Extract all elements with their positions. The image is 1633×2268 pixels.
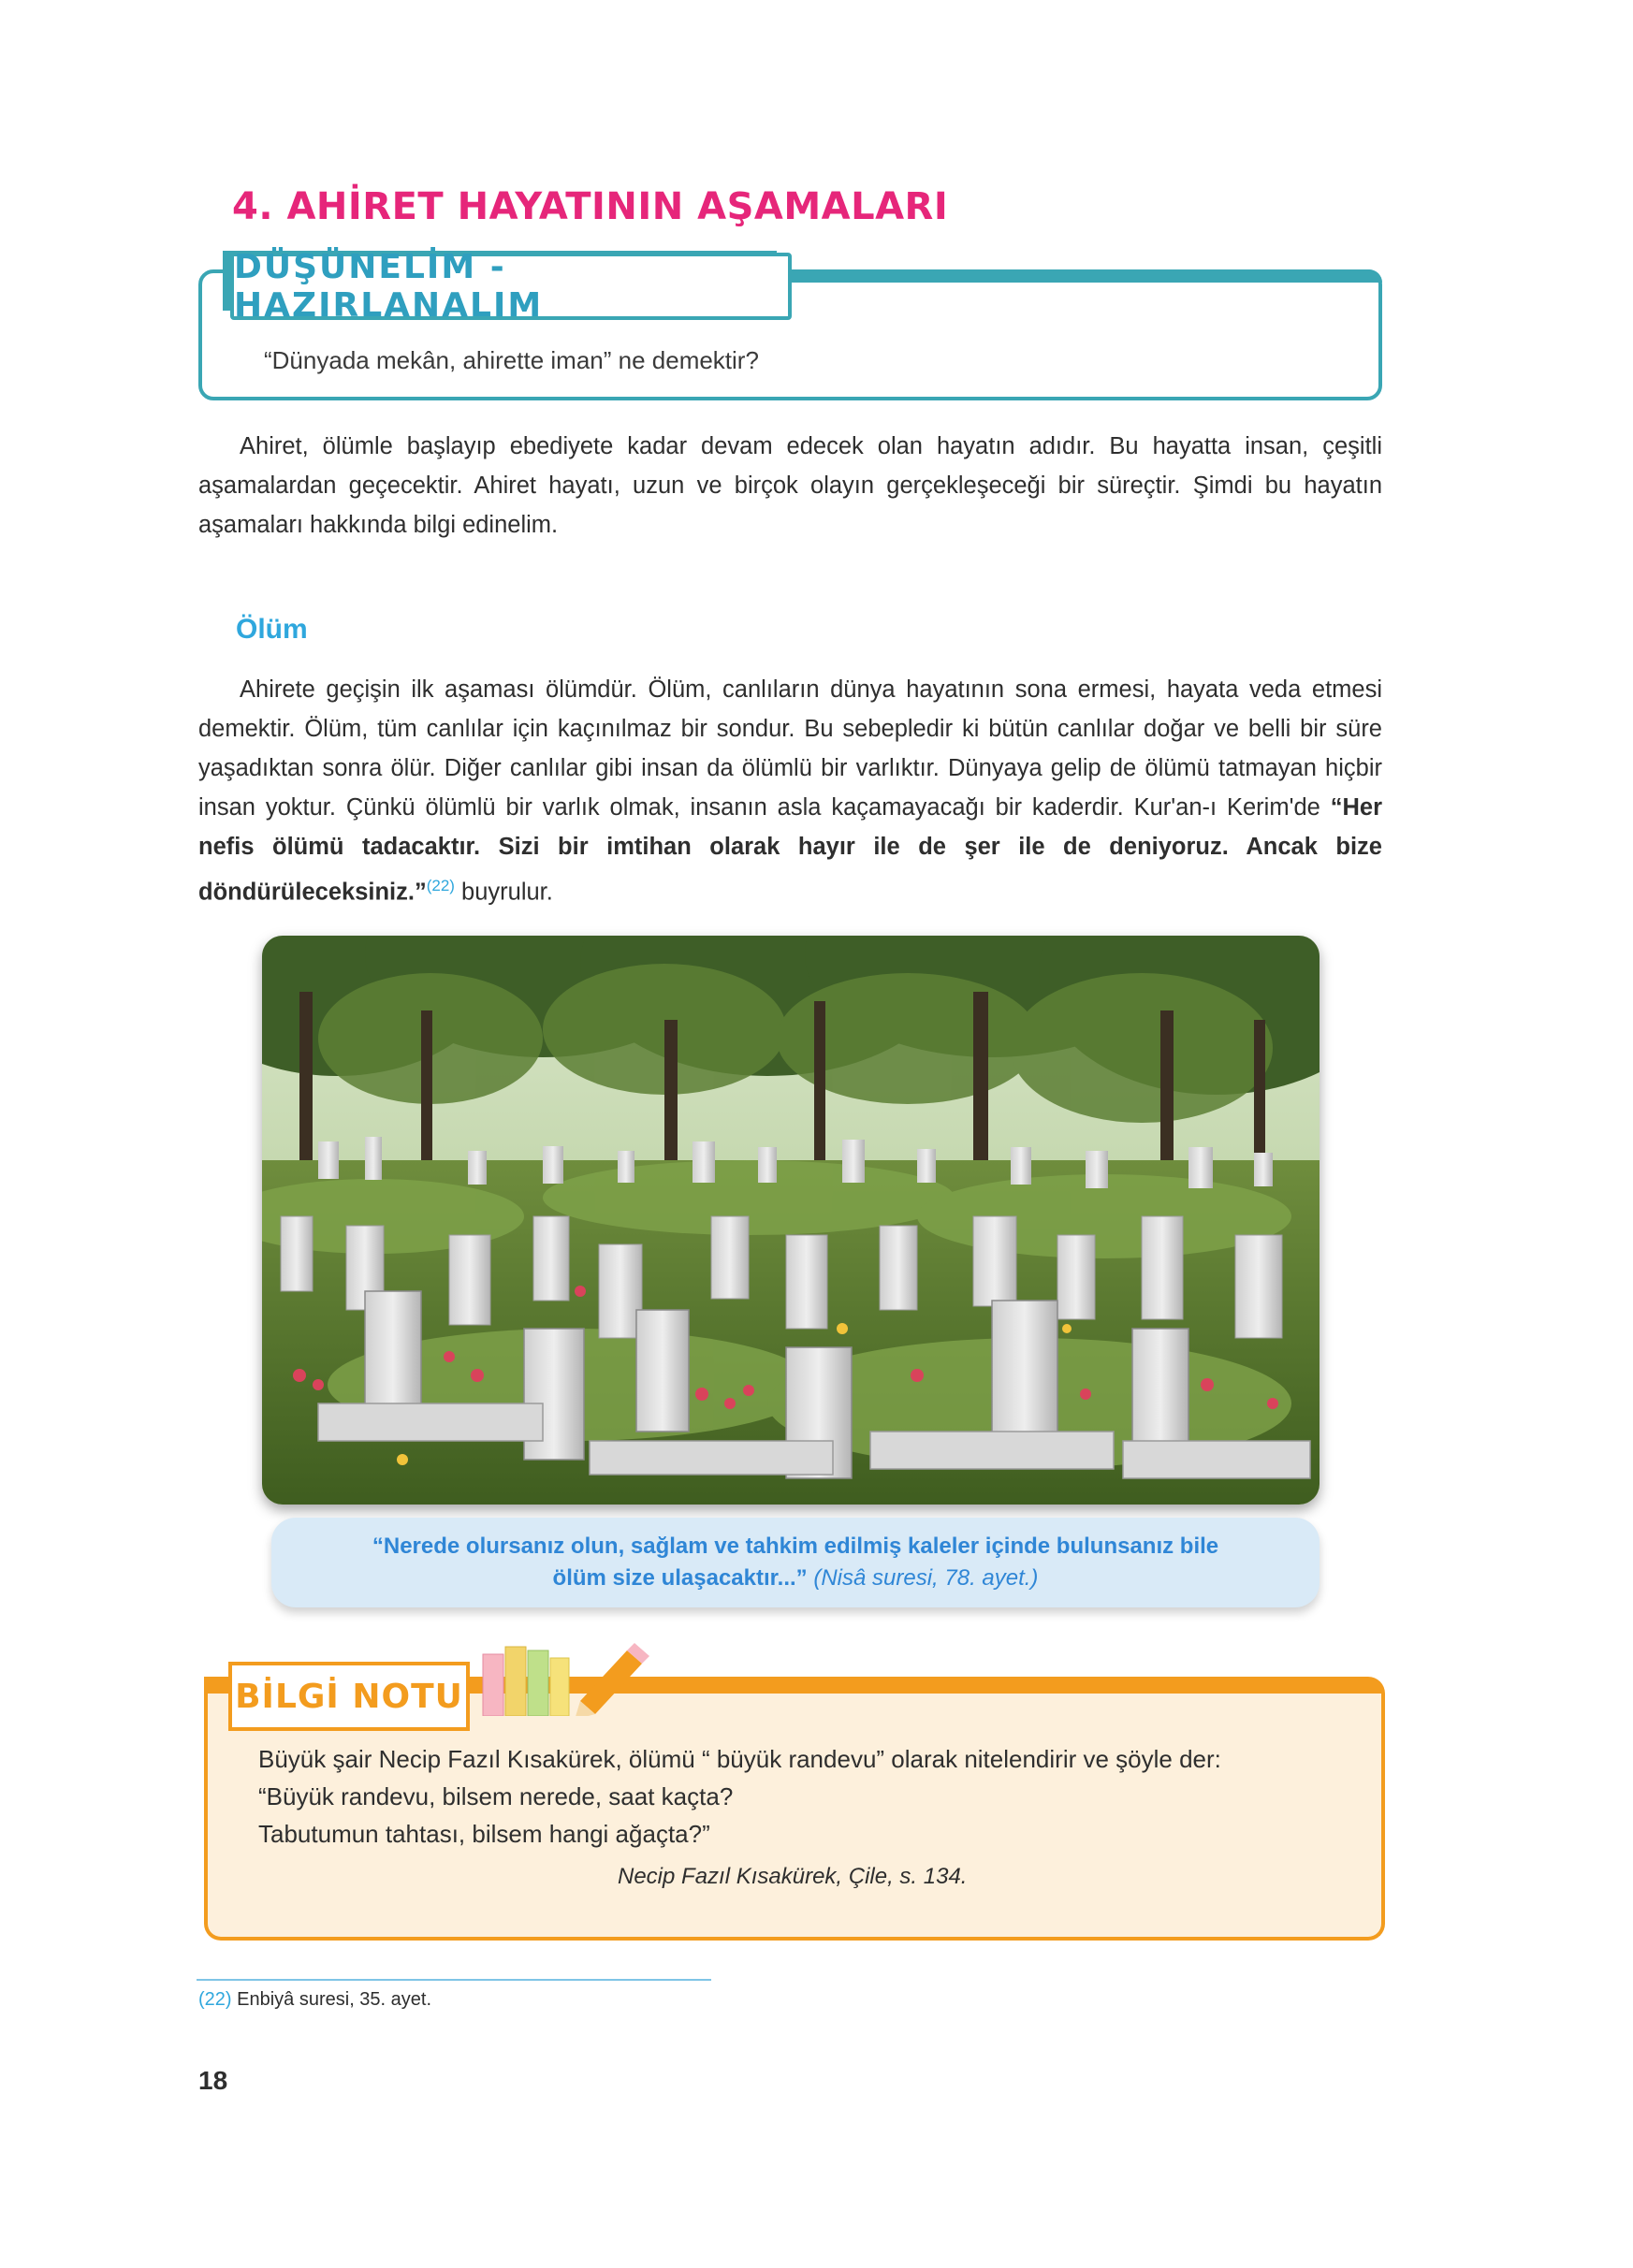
note-source: Necip Fazıl Kısakürek, Çile, s. 134. (618, 1864, 968, 1889)
think-box-title: DÜŞÜNELİM - HAZIRLANALIM (234, 248, 544, 325)
olum-heading: Ölüm (236, 614, 308, 645)
note-line-1: Büyük şair Necip Fazıl Kısakürek, ölümü “ büyük randevu” olarak nitelendirir ve şöyle der: (258, 1745, 1221, 1773)
footnote-number: (22) (198, 1989, 232, 2010)
think-box-tab (230, 248, 792, 325)
footnote (198, 1989, 431, 2011)
verse-line-2 (553, 1563, 1039, 1594)
think-question: “Dünyada mekân, ahirette iman” ne demektir? (264, 346, 759, 374)
section-title: 4. AHİRET HAYATININ AŞAMALARI (232, 185, 949, 228)
olum-text-end: buyrulur. (454, 879, 553, 906)
olum-text: Ahirete geçişin ilk aşaması ölümdür. Ölüm, canlıların dünya hayatının sona ermesi, hayata veda etmesi demektir. Ölüm, tüm canlılar için kaçınılmaz bir sondur. Bu sebepledir ki bütün canlılar doğar ve belli bir süre yaşadıktan sonra ölür. Diğer canlılar gibi insan da ölümlü bir varlıktır. Dünyaya gelip de ölümü tatmayan hiçbir insan yoktur. Çünkü ölümlü bir varlık olmak, insanın asla kaçamayacağı bir kaderdir. Kur'an-ı Kerim'de (198, 676, 1382, 821)
cemetery-illustration (262, 936, 1320, 1505)
verse-source: (Nisâ suresi, 78. ayet.) (813, 1565, 1039, 1591)
verse-caption (271, 1518, 1320, 1607)
note-line-2: “Büyük randevu, bilsem nerede, saat kaçta? (258, 1782, 734, 1810)
cemetery-photo (262, 936, 1320, 1505)
bilgi-notu-tab (228, 1662, 470, 1731)
bilgi-notu-title: BİLGİ NOTU (235, 1677, 463, 1716)
intro-paragraph: Ahiret, ölümle başlayıp ebediyete kadar devam edecek olan hayatın adıdır. Bu hayatta insan, çeşitli aşamalardan geçecektir. Ahiret hayatı, uzun ve birçok olayın gerçekleşeceği bir süreçtir. Şimdi bu hayatın aşamaları hakkında bilgi edinelim. (198, 433, 1382, 538)
note-line-3: Tabutumun tahtası, bilsem hangi ağaçta?” (258, 1820, 710, 1848)
page-number: 18 (198, 2066, 228, 2095)
footnote-divider (197, 1979, 711, 1981)
books-pencil-icon (477, 1636, 655, 1716)
footnote-text: Enbiyâ suresi, 35. ayet. (231, 1989, 432, 2010)
think-box-band (782, 269, 1382, 283)
verse-line-1: “Nerede olursanız olun, sağlam ve tahkim edilmiş kaleler içinde bulunsanız bile (372, 1534, 1219, 1559)
olum-paragraph (198, 670, 1382, 912)
quran-quote: “Her nefis ölümü tadacaktır. Sizi bir imtihan olarak hayır ile de şer ile de deniyoruz. Ancak bize döndürüleceksiniz.” (198, 794, 1382, 906)
footnote-ref[interactable]: (22) (426, 877, 455, 894)
bilgi-notu-text (258, 1740, 1221, 1853)
verse-text-2: ölüm size ulaşacaktır...” (552, 1565, 808, 1591)
